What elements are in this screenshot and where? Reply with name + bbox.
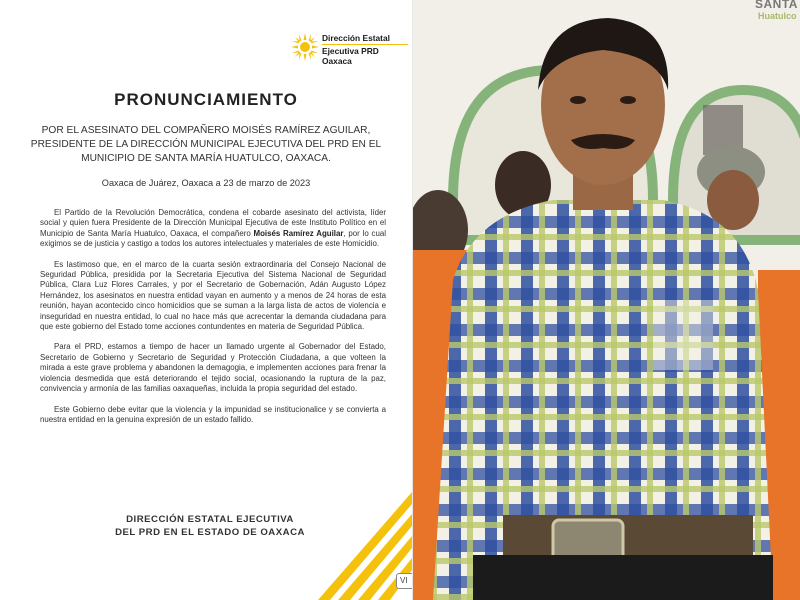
- shirt-pocket: [653, 300, 713, 370]
- victim-photo: [413, 0, 800, 600]
- corner-badge: VI: [396, 573, 413, 589]
- paragraph-4: Este Gobierno debe evitar que la violencia y la impunidad se institucionalice y se convierta a nuestra entidad en la genuina expresión de un estado fallido.: [40, 404, 386, 424]
- paragraph-1-start: El Partido de la Revolución Democrática, condena el cobarde asesinato del activista, líder social y quien fuera Presidente de la Dirección Municipal Ejecutiva de este Instituto Político en el Municipio de Santa María Huatulco, Oaxaca, el compañero: [40, 208, 386, 238]
- logo-line1: Dirección Estatal: [322, 33, 390, 43]
- document-subtitle: POR EL ASESINATO DEL COMPAÑERO MOISÉS RAMÍREZ AGUILAR, PRESIDENTE DE LA DIRECCIÓN MUNICIPAL EJECUTIVA DEL PRD EN EL MUNICIPIO DE SANTA MARÍA HUATULCO, OAXACA.: [30, 125, 382, 164]
- signature-line2: DEL PRD EN EL ESTADO DE OAXACA: [115, 527, 305, 538]
- paragraph-1: [40, 208, 386, 250]
- wall-sign-line2: Huatulco: [758, 11, 797, 21]
- trousers: [473, 555, 773, 600]
- prd-logo: [290, 30, 408, 64]
- right-eye: [620, 96, 636, 104]
- document-date: Oaxaca de Juárez, Oaxaca a 23 de marzo de 2023: [101, 178, 311, 188]
- paragraph-1-end: , por lo cual exigimos se de justicia y castigo a todos los autores intelectuales y materiales de este Homicidio.: [40, 228, 386, 249]
- signature-line1: DIRECCIÓN ESTATAL EJECUTIVA: [126, 514, 294, 525]
- left-eye: [570, 96, 586, 104]
- prd-sun-icon: [290, 32, 320, 62]
- paragraph-2: Es lastimoso que, en el marco de la cuarta sesión extraordinaria del Consejo Nacional de Seguridad Pública, presidida por la Secretaria Ejecutiva del Sistema Nacional de Seguridad Pública, Clara Luz Flores Carrales, y por el Secretario de Gobernación, Adán Augusto López Hernández, los asesinatos en nuestra entidad vayan en aumento y a menos de 24 horas de esta reunión, hayan acontecido cinco homicidios que se suman a la larga lista de actos de violencia e inseguridad en nuestra entidad, lo cual no hace más que acrecentar la demanda ciudadana para que este gobierno del Estado tome acciones contundentes en materia de Seguridad Pública.: [40, 259, 386, 332]
- belt: [503, 515, 753, 555]
- photo-illustration: [413, 0, 800, 600]
- document-body: [40, 208, 386, 435]
- logo-line2: Ejecutiva PRD Oaxaca: [322, 44, 408, 66]
- victim-name: Moisés Ramírez Aguilar: [253, 228, 344, 238]
- document-title: PRONUNCIAMIENTO: [114, 90, 298, 109]
- paragraph-3: Para el PRD, estamos a tiempo de hacer un llamado urgente al Gobernador del Estado, Secretario de Gobierno y Secretario de Seguridad y Protección Ciudadana, a que volteen la mirada a este grave problema y abandonen la demagogia, e implementen acciones para frenar la violencia desmedida que está deteriorando el tejido social, ocasionando la ruptura de la paz, convivencia y armonía de las familias oaxaqueñas, incluida la propia seguridad del estado.: [40, 342, 386, 394]
- wall-sign-line1: SANTA: [755, 0, 798, 11]
